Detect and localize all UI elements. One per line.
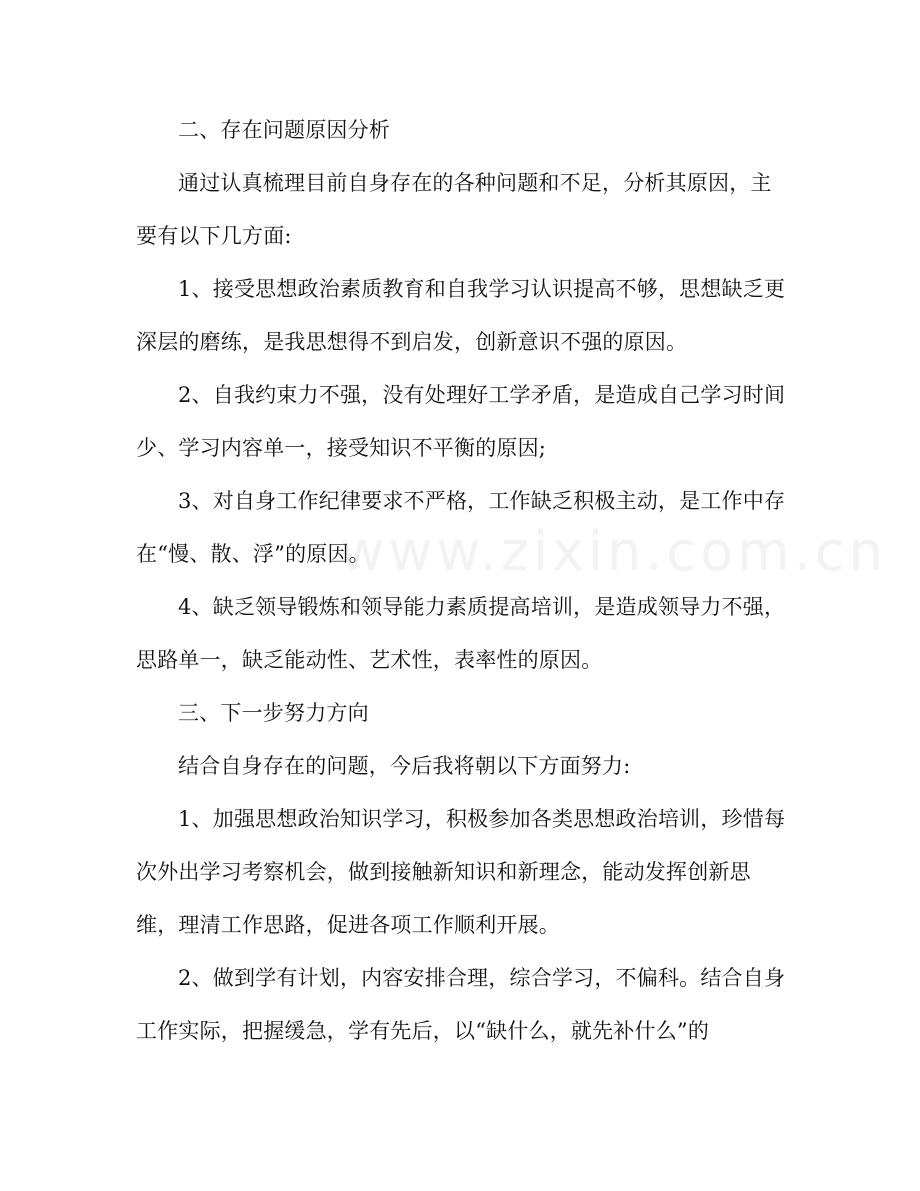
section-heading-next-steps: 三、下一步努力方向 bbox=[178, 701, 369, 725]
next-steps-intro: 结合自身存在的问题，今后我将朝以下方面努力: bbox=[178, 754, 631, 778]
next-step-item-2: 2、做到学有计划，内容安排合理，综合学习，不偏科。结合自身工作实际，把握缓急，学有先后，以“缺什么，就先补什么”的 bbox=[136, 966, 786, 1043]
document-body bbox=[136, 104, 786, 1058]
section-heading-cause-analysis: 二、存在问题原因分析 bbox=[178, 118, 390, 142]
watermark: www.zixin.com.cn bbox=[340, 520, 887, 583]
cause-item-1: 1、接受思想政治素质教育和自我学习认识提高不够，思想缺乏更深层的磨练，是我思想得不到启发，创新意识不强的原因。 bbox=[136, 277, 786, 354]
next-step-item-1: 1、加强思想政治知识学习，积极参加各类思想政治培训，珍惜每次外出学习考察机会，做到接触新知识和新理念，能动发挥创新思维，理清工作思路，促进各项工作顺利开展。 bbox=[136, 807, 786, 937]
cause-item-3: 3、对自身工作纪律要求不严格，工作缺乏积极主动，是工作中存在“慢、散、浮”的原因。 bbox=[136, 489, 786, 566]
intro-paragraph: 通过认真梳理目前自身存在的各种问题和不足，分析其原因，主要有以下几方面: bbox=[136, 171, 772, 248]
cause-item-4: 4、缺乏领导锻炼和领导能力素质提高培训，是造成领导力不强，思路单一，缺乏能动性、艺术性，表率性的原因。 bbox=[136, 595, 786, 672]
cause-item-2: 2、自我约束力不强，没有处理好工学矛盾，是造成自己学习时间少、学习内容单一，接受知识不平衡的原因; bbox=[136, 383, 786, 460]
